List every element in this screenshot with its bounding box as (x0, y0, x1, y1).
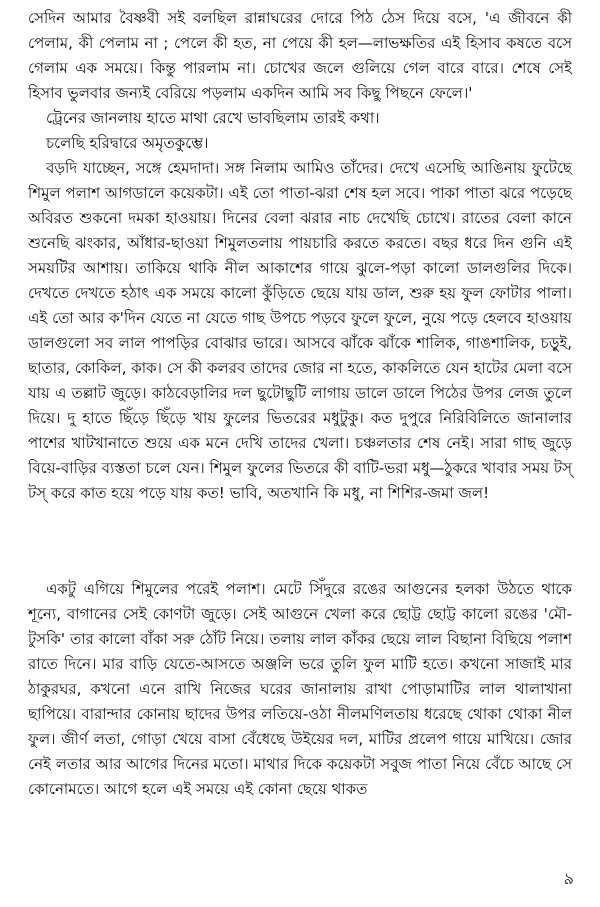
paragraph-opening-quote: সেদিন আমার বৈষ্ণবী সই বলছিল রান্নাঘরের দোরে পিঠ ঠেস দিয়ে বসে, 'এ জীবনে কী পেলাম, কী পেলাম না ; পেলে কী হত, না পেয়ে কী হল—লাভক্ষতির এই হিসাব কষতে বসে গেলাম এক সময়ে। কিন্তু পারলাম না। চোখের জলে গুলিয়ে গেল বারে বারে। শেষে সেই হিসাব ভুলবার জন্যই বেরিয়ে পড়লাম একদিন আমি সব কিছু পিছনে ফেলে।' (28, 9, 572, 102)
paragraph-palash: একটু এগিয়ে শিমুলের পরেই পলাশ। মেটে সিঁদুরে রঙের আগুনের হলকা উঠতে থাকে শূন্যে, বাগানের সেই কোণটা জুড়ে। সেই আগুনে খেলা করে ছোট্ট ছোট্ট কালো রঙের 'মৌ-টুসকি' তার কালো বাঁকা সরু ঠোঁট নিয়ে। তলায় লাল কাঁকর ছেয়ে লাল বিছানা বিছিয়ে পলাশ রাতে দিনে। মার বাড়ি যেতে-আসতে অঞ্জলি ভরে তুলি ফুল মাটি হতে। কখনো সাজাই মার ঠাকুরঘর, কখনো এনে রাখি নিজের ঘরের জানালায় রাখা পোড়ামাটির লাল থালাখানা ছাপিয়ে। বারান্দার কোনায় ছাদের উপর লতিয়ে-ওঠা নীলমণিলতায় ধরেছে থোকা থোকা নীল ফুল। জীর্ণ লতা, গোড়া খেয়ে বাসা বেঁধেছে উইয়ের দল, মাটির প্রলেপ গায়ে মাখিয়ে। জোর নেই লতার আর আগের দিনের মতো। মাথার দিকে কয়েকটা সবুজ পাতা নিয়ে বেঁচে আছে সে কোনোমতে। আগে হলে এই সময়ে এই কোনা ছেয়ে থাকত (28, 580, 572, 798)
paragraph-shimul: বড়দি যাচ্ছেন, সঙ্গে হেমদাদা। সঙ্গ নিলাম আমিও তাঁদের। দেখে এসেছি আঙিনায় ফুটেছে শিমুল পলাশ আগডালে কয়েকটা। এই তো পাতা-ঝরা শেষ হল সবে। পাকা পাতা ঝরে পড়েছে অবিরত শুকনো দমকা হাওয়ায়। দিনের বেলা ঝরার নাচ দেখেছি চোখে। রাতের বেলা কানে শুনেছি ঝংকার, আঁধার-ছাওয়া শিমুলতলায় পায়চারি করতে করতে। বছর ধরে দিন গুনি এই সময়টির আশায়। তাকিয়ে থাকি নীল আকাশের গায়ে ঝুলে-পড়া কালো ডালগুলির দিকে। দেখতে দেখতে হঠাৎ এক সময়ে কালো কুঁড়িতে ছেয়ে যায় ডাল, শুরু হয় ফুল ফোটার পালা। এই তো আর ক'দিন যেতে না যেতে গাছ উপচে পড়বে ফুলে ফুলে, নুয়ে পড়ে হেলবে হাওয়ায় ডালগুলো সব লাল পাপড়ির বোঝার ভারে। আসবে ঝাঁকে ঝাঁকে শালিক, গাঙশালিক, চড়ুই, ছাতার, কোকিল, কাক। সে কী কলরব তাদের জোর না হতে, কাকলিতে যেন হাটের মেলা বসে যায় এ তল্লাট জুড়ে। কাঠবেড়ালির দল ছুটোছুটি লাগায় ডালে ডালে পিঠের উপর লেজ তুলে দিয়ে। দু হাতে ছিঁড়ে ছিঁড়ে খায় ফুলের ভিতরের মধুটুকু। কত দুপুরে নিরিবিলিতে জানালার পাশের খাটখানাতে শুয়ে এক মনে দেখি তাদের খেলা। চঞ্চলতার শেষ নেই। সারা গাছ জুড়ে বিয়ে-বাড়ির ব্যস্ততা চলে যেন। শিমুল ফুলের ভিতরে কী বাটি-ভরা মধু—ঠুকরে খাবার সময় টস্ টস্ করে কাত হয়ে পড়ে যায় কত! ভাবি, অতখানি কি মধু, না শিশির-জমা জল! (28, 159, 573, 502)
text-section-2 (28, 577, 572, 802)
text-section-1 (28, 6, 572, 506)
paragraph-haridwar: চলেছি হরিদ্বারে অমৃতকুম্ভে। (46, 134, 209, 152)
paragraph-train-window: ট্রেনের জানলায় হাতে মাথা রেখে ভাবছিলাম তারই কথা। (46, 109, 380, 127)
page-number: ৯ (563, 869, 574, 888)
